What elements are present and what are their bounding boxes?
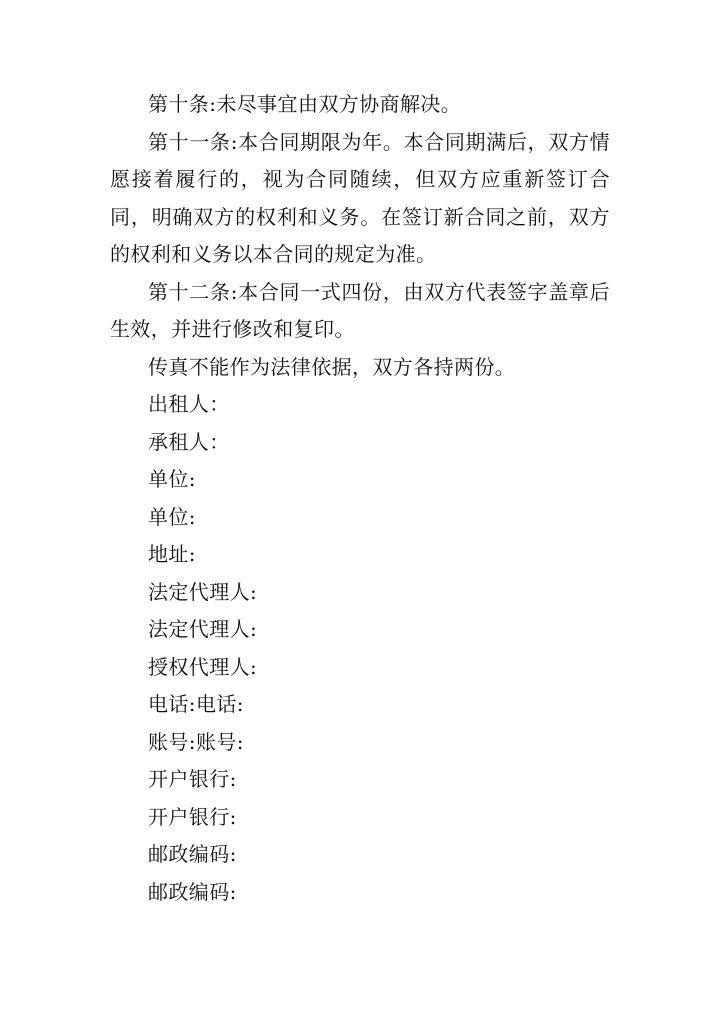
field-bank-lessee: 开户银行: [148, 804, 237, 829]
field-legal-representative-lessee: 法定代理人: [148, 617, 258, 641]
clause-11: 第十一条:本合同期限为年。本合同期满后，双方情愿接着履行的，视为合同随续，但双方应重新签订合同，明确双方的权利和义务。在签订新合同之前，双方的权利和义务以本合同的规定为准。 [110, 129, 610, 266]
field-postal-code-lessee: 邮政编码: [148, 879, 237, 904]
fax-note: 传真不能作为法律依据，双方各持两份。 [148, 354, 516, 379]
field-bank-lessor: 开户银行: [148, 767, 237, 791]
contract-body [110, 86, 610, 911]
field-legal-representative-lessor: 法定代理人: [148, 579, 258, 604]
field-lessor: 出租人： [148, 392, 230, 416]
field-address: 地址: [148, 542, 196, 566]
field-phone: 电话:电话: [148, 692, 244, 716]
field-postal-code-lessor: 邮政编码: [148, 842, 237, 866]
field-unit-lessee: 单位: [148, 504, 196, 529]
clause-10: 第十条:未尽事宜由双方协商解决。 [148, 92, 462, 116]
clause-12: 第十二条:本合同一式四份，由双方代表签字盖章后生效，并进行修改和复印。 [110, 279, 610, 341]
field-authorized-agent: 授权代理人: [148, 654, 258, 679]
field-unit-lessor: 单位: [148, 467, 196, 491]
field-account: 账号:账号: [148, 729, 244, 754]
field-lessee: 承租人： [148, 429, 230, 454]
